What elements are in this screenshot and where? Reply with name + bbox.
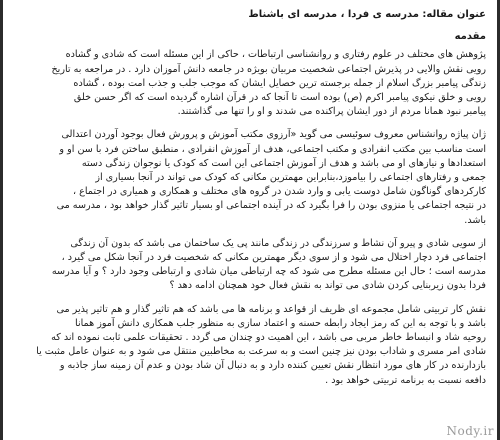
text-line: دافعه نسبت به برنامه تربیتی خواهد بود . xyxy=(325,374,486,386)
text-line: است مناسب بین مکتب انفرادی و مکتب اجتماعی، هدف از آموزش انفرادی ، منطبق ساختن فرد با سن او و xyxy=(59,143,486,155)
text-line: پیامبر نبود همانا مردم از دور ایشان پراکنده می شدند و او را تنها می گذاشتند. xyxy=(177,106,486,118)
text-line: زندگی پیامبر بزرگ اسلام از جمله برجسته ترین خصایل ایشان که موجب جلب و جذب امت بوده ، گشاده xyxy=(73,77,486,89)
text-line: اجتماعی فرد دچار اختلال می شود و از سوی دیگر مهمترین مکانی که شخصیت فرد در آنجا شکل می گیرد ، xyxy=(61,252,486,264)
text-line: باشد. xyxy=(464,214,486,226)
intro-heading: مقدمه xyxy=(454,31,486,43)
text-line: فردا بدون زیربنایی کردن شادی می تواند به نقش فعال خود همچنان ادامه دهد ؟ xyxy=(169,280,486,292)
paragraph-4 xyxy=(14,303,486,388)
left-border xyxy=(0,0,3,440)
paragraph-1 xyxy=(14,48,486,119)
text-line: از سویی شادی و پیرو آن نشاط و سرزندگی در زندگی مانند پی یک ساختمان می باشد که بدون آن زندگی xyxy=(70,237,486,249)
text-line: بازدارنده در کار های مورد انتظار نقش تعیین کننده دارد و به دنبال آن شاد بودن و عدم آن زمینه ساز جاذبه و xyxy=(59,360,486,372)
watermark: Nody.ir xyxy=(446,424,494,438)
text-line: کارکردهای گوناگون شامل دوست یابی و وارد شدن در گروه های مختلف و همکاری و همیاری در اجتماع ، xyxy=(72,186,486,198)
text-line: باشد و با توجه به این که رمز ایجاد رابطه حسنه و اعتماد سازی به منظور جلب همکاری دانش آموز همانا xyxy=(75,317,486,329)
text-line: استعدادها و نیازهای او می باشد و هدف از آموزش اجتماعی این است که کودک یا نوجوان زندگی دسته xyxy=(81,157,486,169)
paragraph-2 xyxy=(14,128,486,227)
text-line: شادی امر مسری و شاداب بودن نیز چنین است و به سرعت به مخاطبین منتقل می شود و به عنوان عامل مثبت یا xyxy=(36,346,486,358)
text-line: روحیه شاد و انبساط خاطر مربی می باشد ، این اهمیت دو چندان می گردد . تحقیقات علمی ثابت نموده اند که xyxy=(51,332,486,344)
text-line: جمعی و رفتارهای اجتماعی را بیاموزد،بنابراین مهمترین مکانی که کودک می تواند در آنجا بسیاری از xyxy=(95,172,486,184)
paragraph-3 xyxy=(14,237,486,294)
text-line: نقش کار تربیتی شامل مجموعه ای ظریف از قواعد و برنامه ها می باشد که هم تاثیر گذار و هم تاثیر پذیر می xyxy=(56,303,486,315)
text-line: رویی نقش والایی در پذیرش اجتماعی شخصیت مربیان بویژه در جامعه دانش آموزان دارد . در مراجعه به تاریخ xyxy=(51,63,486,75)
text-line: ژان پیاژه روانشناس معروف سوئیسی می گوید «آرزوی مکتب آموزش و پرورش فعال بوجود آوردن اعتدالی xyxy=(61,129,486,141)
text-line: مدرسه است ؛ حال این مسئله مطرح می شود که چه ارتباطی میان شادی و ارتباطی وجود دارد ؟ و آیا مدرسه xyxy=(51,266,486,278)
text-line: رویی و خلق نیکوی پیامبر اکرم (ص) بوده است تا آنجا که در قرآن اشاره گردیده است که اگر حسن خلق xyxy=(73,92,486,104)
article-title: عنوان مقاله: مدرسه ی فردا ، مدرسه ای باشناط xyxy=(248,9,486,20)
text-line: در نتیجه اجتماعی یا منزوی بودن را فرا بگیرد که در آینده اجتماعی او بسیار تاثیر گذار خواهد بود ، مدرسه می xyxy=(56,200,486,212)
text-line: پژوهش های مختلف در علوم رفتاری و روانشناسی ارتباطات ، حاکی از این مسئله است که شادی و گشاده xyxy=(65,49,486,61)
